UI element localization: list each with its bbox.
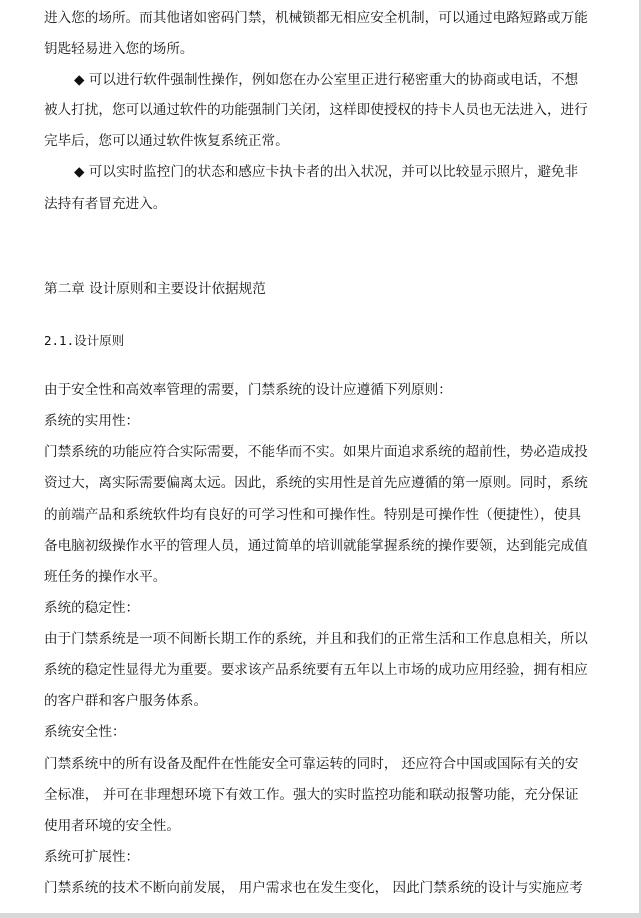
scalability-line-1: 门禁系统的技术不断向前发展， 用户需求也在发生变化， 因此门禁系统的设计与实施应考 (44, 880, 583, 896)
bullet2-line-1: ◆ 可以实时监控门的状态和感应卡执卡者的出入状况，并可以比较显示照片，避免非 (74, 164, 579, 180)
security-line-3: 使用者环境的安全性。 (44, 818, 180, 834)
stability-line-3: 的客户群和客户服务体系。 (44, 693, 208, 709)
bullet1-line-1: ◆ 可以进行软件强制性操作，例如您在办公室里正进行秘密重大的协商或电话，不想 (74, 72, 579, 88)
practicality-line-5: 班任务的操作水平。 (44, 569, 167, 585)
page-edge-bottom (0, 913, 641, 918)
bullet1-line-3: 完毕后，您可以通过软件恢复系统正常。 (44, 133, 289, 149)
intro-line-2: 钥匙轻易进入您的场所。 (44, 41, 194, 57)
security-line-1: 门禁系统中的所有设备及配件在性能安全可靠运转的同时， 还应符合中国或国际有关的安 (44, 756, 579, 772)
scalability-heading: 系统可扩展性： (44, 849, 140, 865)
section-title: 2.1.设计原则 (44, 333, 125, 348)
practicality-line-1: 门禁系统的功能应符合实际需要，不能华而不实。如果片面追求系统的超前性，势必造成投 (44, 444, 588, 460)
bullet2-line-2: 法持有者冒充进入。 (44, 196, 167, 212)
stability-heading: 系统的稳定性： (44, 600, 140, 616)
chapter-title: 第二章 设计原则和主要设计依据规范 (44, 281, 266, 297)
principles-intro: 由于安全性和高效率管理的需要，门禁系统的设计应遵循下列原则： (44, 382, 452, 398)
practicality-heading: 系统的实用性： (44, 413, 140, 429)
intro-line-1: 进入您的场所。而其他诸如密码门禁，机械锁都无相应安全机制，可以通过电路短路或万能 (44, 10, 588, 26)
practicality-line-4: 备电脑初级操作水平的管理人员，通过简单的培训就能掌握系统的操作要领，达到能完成值 (44, 538, 588, 554)
stability-line-2: 系统的稳定性显得尤为重要。要求该产品系统要有五年以上市场的成功应用经验，拥有相应 (44, 662, 588, 678)
stability-line-1: 由于门禁系统是一项不间断长期工作的系统，并且和我们的正常生活和工作息息相关，所以 (44, 631, 588, 647)
bullet1-line-2: 被人打扰，您可以通过软件的功能强制门关闭，这样即使授权的持卡人员也无法进入，进行 (44, 102, 588, 118)
practicality-line-2: 资过大，离实际需要偏离太远。因此，系统的实用性是首先应遵循的第一原则。同时，系统 (44, 475, 588, 491)
practicality-line-3: 的前端产品和系统软件均有良好的可学习性和可操作性。特别是可操作性（便捷性），使具 (44, 507, 581, 523)
security-line-2: 全标准， 并可在非理想环境下有效工作。强大的实时监控功能和联动报警功能，充分保证 (44, 787, 579, 803)
security-heading: 系统安全性： (44, 724, 126, 740)
